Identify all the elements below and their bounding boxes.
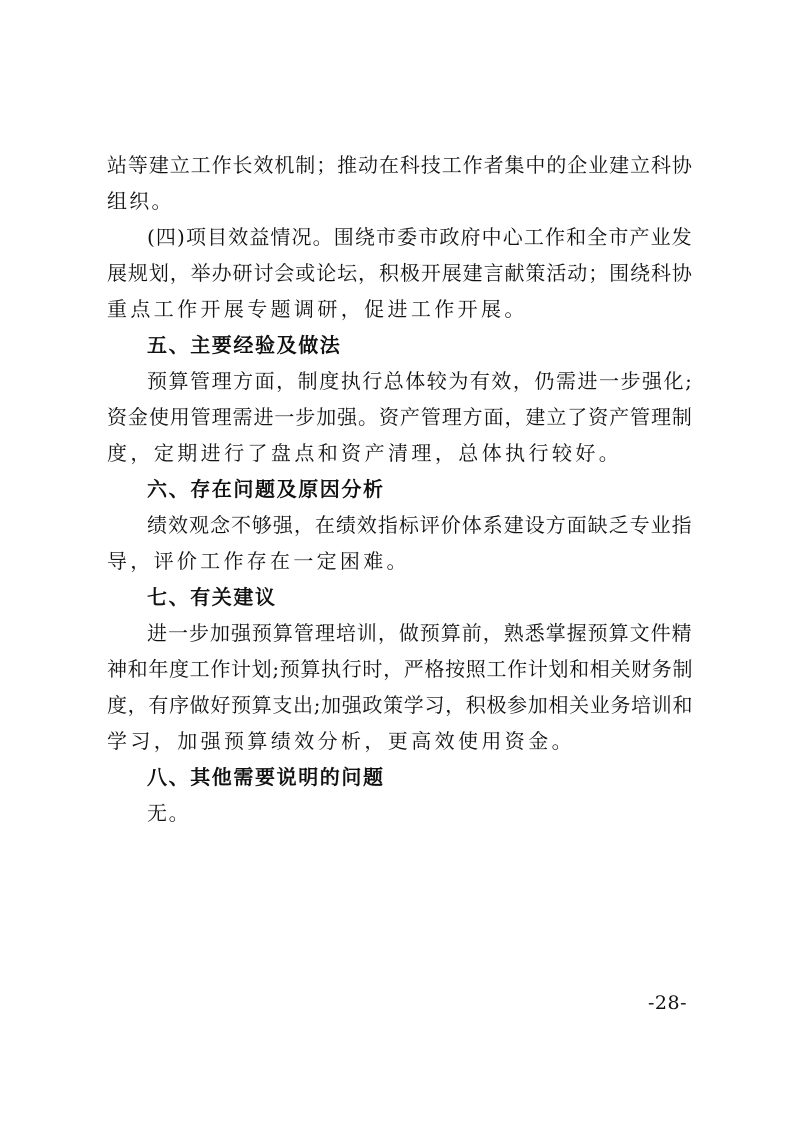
paragraph-line: 组织。 xyxy=(107,189,174,213)
paragraph-line: 神和年度工作计划;预算执行时，严格按照工作计划和相关财务制 xyxy=(107,657,694,681)
paragraph-line: 度，定期进行了盘点和资产清理，总体执行较好。 xyxy=(107,441,623,465)
section-heading: 七、有关建议 xyxy=(147,585,277,609)
paragraph-line: (四)项目效益情况。围绕市委市政府中心工作和全市产业发 xyxy=(147,225,693,249)
paragraph-line: 无。 xyxy=(147,801,191,825)
body-paragraph xyxy=(107,507,697,579)
body-paragraph xyxy=(107,219,697,327)
paragraph-line: 度，有序做好预算支出;加强政策学习，积极参加相关业务培训和 xyxy=(107,693,694,717)
section-heading: 八、其他需要说明的问题 xyxy=(147,765,385,789)
paragraph-line: 进一步加强预算管理培训，做预算前，熟悉掌握预算文件精 xyxy=(147,621,693,645)
section-heading: 五、主要经验及做法 xyxy=(147,333,342,357)
paragraph-line: 学习，加强预算绩效分析，更高效使用资金。 xyxy=(107,729,575,753)
section-heading: 六、存在问题及原因分析 xyxy=(147,477,385,501)
body-paragraph xyxy=(107,615,697,759)
paragraph-line: 预算管理方面，制度执行总体较为有效，仍需进一步强化; xyxy=(147,369,694,393)
page-number: -28- xyxy=(647,992,687,1014)
paragraph-line: 重点工作开展专题调研，促进工作开展。 xyxy=(107,297,528,321)
body-paragraph xyxy=(107,795,697,831)
body-paragraph xyxy=(107,147,697,219)
paragraph-line: 绩效观念不够强，在绩效指标评价体系建设方面缺乏专业指 xyxy=(147,513,693,537)
body-paragraph xyxy=(107,363,697,471)
paragraph-line: 资金使用管理需进一步加强。资产管理方面，建立了资产管理制 xyxy=(107,405,693,429)
paragraph-line: 展规划，举办研讨会或论坛，积极开展建言献策活动；围绕科协 xyxy=(107,261,693,285)
paragraph-line: 导，评价工作存在一定困难。 xyxy=(107,549,410,573)
document-body xyxy=(107,147,697,831)
paragraph-line: 站等建立工作长效机制；推动在科技工作者集中的企业建立科协 xyxy=(107,153,693,177)
